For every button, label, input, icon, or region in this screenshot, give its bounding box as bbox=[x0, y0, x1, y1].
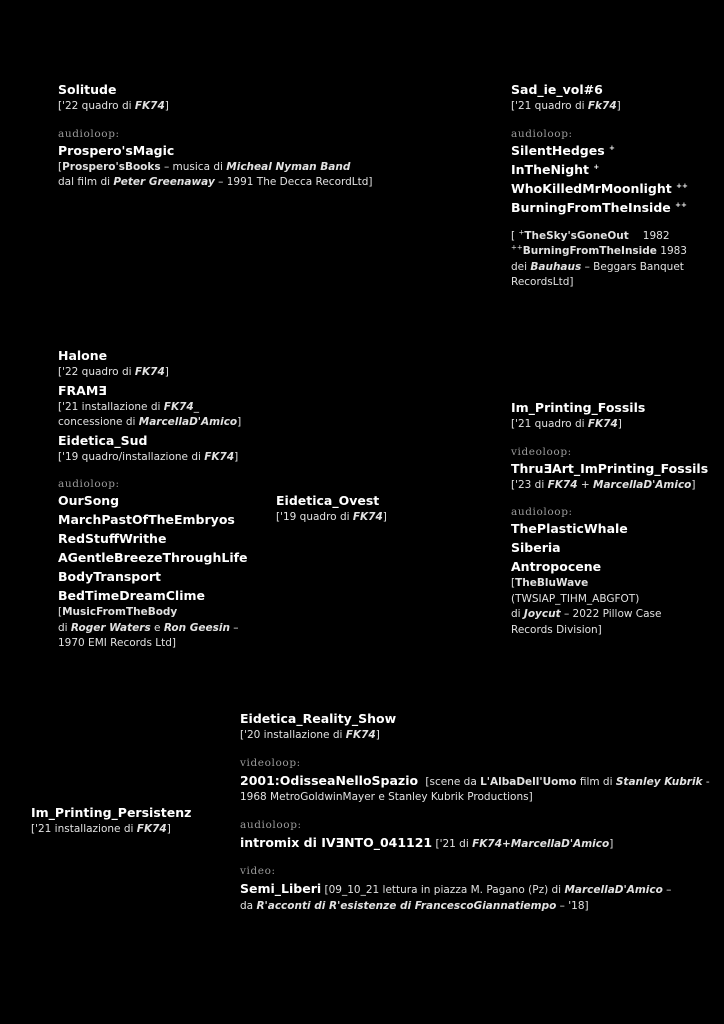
sad-ie-block bbox=[511, 80, 688, 291]
track-title: RedStuffWrithe bbox=[58, 531, 167, 546]
work-title: Im_Printing_Fossils bbox=[511, 400, 646, 415]
work-title: Im_Printing_Persistenz bbox=[31, 805, 192, 820]
work-title: Eidetica_Ovest bbox=[276, 493, 380, 508]
work-info: ['19 quadro/installazione di FK74] bbox=[58, 450, 239, 463]
ovest-block bbox=[276, 491, 387, 526]
audioloop-label: audioloop: bbox=[58, 478, 120, 490]
track-credit: [ +TheSky'sGoneOut 1982 bbox=[511, 228, 670, 242]
track-credit: [TheBluWave bbox=[511, 577, 589, 589]
track-title: ThePlasticWhale bbox=[511, 521, 628, 536]
work-info: ['22 quadro di FK74] bbox=[58, 366, 169, 378]
persistenz-block bbox=[31, 803, 191, 838]
track-credit: [MusicFromTheBody bbox=[58, 606, 178, 618]
video-line: 2001:OdisseaNelloSpazio [scene da L'AlbaDell'Uomo film di Stanley Kubrik - bbox=[240, 772, 710, 788]
video-label: video: bbox=[240, 865, 276, 877]
videoloop-label: videoloop: bbox=[511, 445, 572, 458]
track-credit-2: di Roger Waters e Ron Geesin – bbox=[58, 621, 239, 634]
halone-block bbox=[58, 346, 248, 652]
work-info: ['21 installazione di FK74] bbox=[31, 823, 171, 835]
work-info: ['20 installazione di FK74] bbox=[240, 729, 380, 741]
track-title: AGentleBreezeThroughLife bbox=[58, 550, 248, 565]
semi-line-2: da R'acconti di R'esistenze di FrancescoGiannatiempo – '18] bbox=[240, 899, 589, 912]
track-credit-3: dei Bauhaus – Beggars Banquet bbox=[511, 260, 684, 273]
track-title: SilentHedges + bbox=[511, 142, 615, 158]
track-credit-2: ++BurningFromTheInside 1983 bbox=[511, 243, 687, 257]
audioloop-label: audioloop: bbox=[240, 818, 302, 831]
track-title: BurningFromTheInside ++ bbox=[511, 199, 687, 215]
work-title: Sad_ie_vol#6 bbox=[511, 82, 603, 97]
work-title: Halone bbox=[58, 348, 108, 363]
work-info-2: concessione di MarcellaD'Amico] bbox=[58, 416, 242, 428]
track-title: MarchPastOfTheEmbryos bbox=[58, 512, 235, 527]
video-line-2: 1968 MetroGoldwinMayer e Stanley Kubrik Productions] bbox=[240, 791, 533, 803]
track-credit-4: RecordsLtd] bbox=[511, 276, 574, 288]
track-title: Prospero'sMagic bbox=[58, 142, 175, 158]
work-title: Solitude bbox=[58, 82, 117, 97]
track-credit-4: Records Division] bbox=[511, 623, 602, 636]
solitude-block bbox=[58, 80, 373, 191]
fossils-block bbox=[511, 398, 708, 638]
track-title: BodyTransport bbox=[58, 569, 161, 584]
videoloop-label: videoloop: bbox=[240, 756, 301, 769]
audioloop-label: audioloop: bbox=[511, 506, 573, 518]
track-credit-2: dal film di Peter Greenaway – 1991 The Decca RecordLtd] bbox=[58, 176, 373, 188]
work-info: ['21 installazione di FK74_ bbox=[58, 400, 199, 413]
audio-line: intromix di IVƎNTO_041121 ['21 di FK74+MarcellaD'Amico] bbox=[240, 834, 614, 850]
track-credit-3: 1970 EMI Records Ltd] bbox=[58, 637, 177, 649]
work-title: Eidetica_Reality_Show bbox=[240, 711, 397, 726]
audioloop-label: audioloop: bbox=[58, 127, 120, 140]
track-credit-2: (TWSIAP_TIHM_ABGFOT) bbox=[511, 592, 640, 605]
work-info: ['21 quadro di FK74] bbox=[511, 418, 622, 430]
track-title: WhoKilledMrMoonlight ++ bbox=[511, 180, 688, 196]
track-title: BedTimeDreamClime bbox=[58, 588, 205, 603]
work-info: ['21 quadro di Fk74] bbox=[511, 100, 621, 112]
video-info: ['23 di FK74 + MarcellaD'Amico] bbox=[511, 478, 696, 491]
work-info: ['19 quadro di FK74] bbox=[276, 511, 387, 523]
track-credit: [Prospero'sBooks – musica di Micheal Nyman Band bbox=[58, 160, 351, 173]
track-title: OurSong bbox=[58, 493, 120, 508]
semi-line: Semi_Liberi [09_10_21 lettura in piazza M. Pagano (Pz) di MarcellaD'Amico – bbox=[240, 881, 672, 896]
track-credit-3: di Joycut – 2022 Pillow Case bbox=[511, 608, 662, 620]
track-title: Antropocene bbox=[511, 559, 602, 574]
audioloop-label: audioloop: bbox=[511, 127, 573, 140]
reality-show-block bbox=[240, 709, 710, 914]
track-title: Siberia bbox=[511, 540, 561, 555]
work-title: Eidetica_Sud bbox=[58, 432, 148, 448]
track-title: InTheNight + bbox=[511, 161, 600, 177]
video-title: ThruƎArt_ImPrinting_Fossils bbox=[511, 460, 709, 476]
work-info: ['22 quadro di FK74] bbox=[58, 100, 169, 112]
work-title: FRAMƎ bbox=[58, 382, 107, 398]
